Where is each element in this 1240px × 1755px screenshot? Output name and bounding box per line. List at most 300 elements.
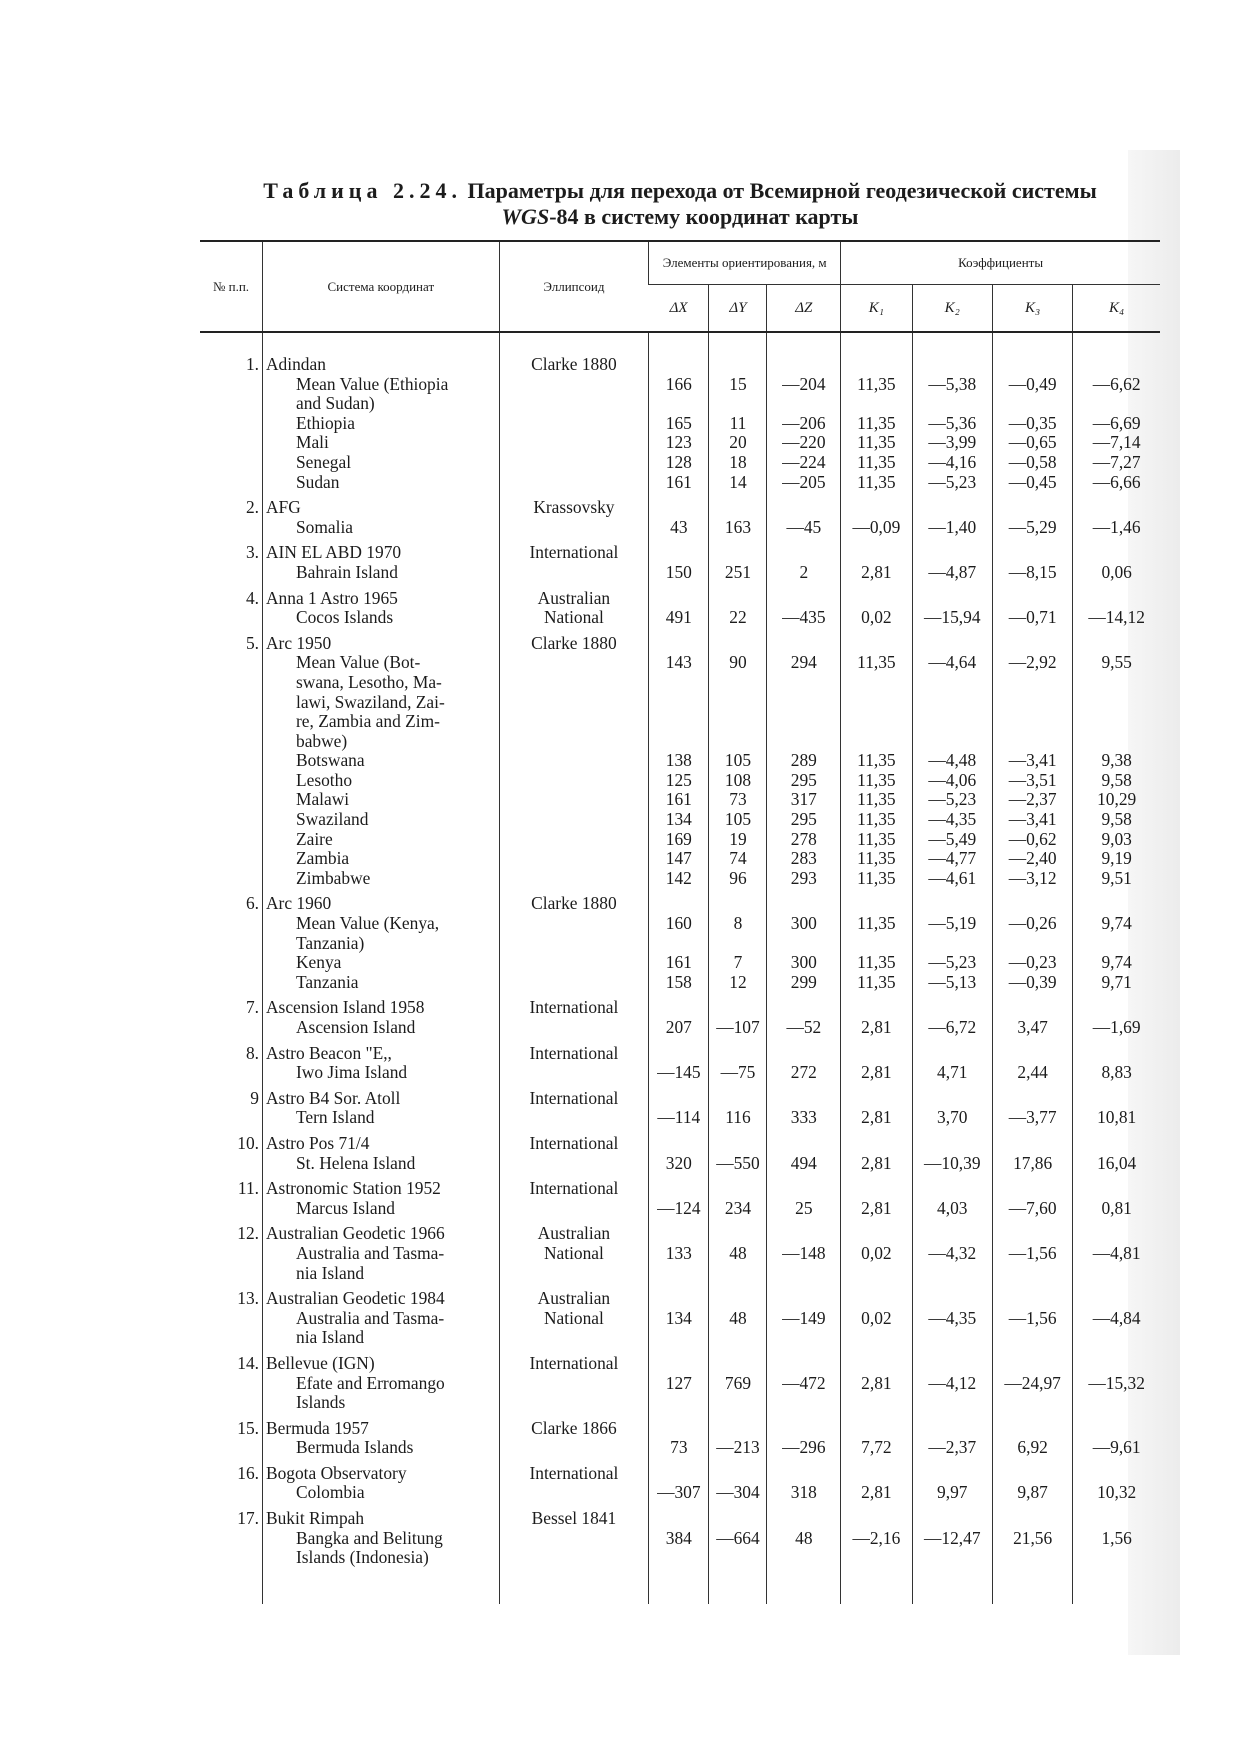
value-dy: 11 (729, 412, 747, 433)
value-k4: —7,27 (1092, 451, 1141, 472)
spacer (1076, 894, 1157, 914)
subregion-name: Swaziland (296, 809, 369, 830)
row-number: 6. (245, 893, 259, 914)
value-cell-k1 (841, 1179, 912, 1218)
spacer (712, 1354, 763, 1374)
value-dz: 300 (790, 913, 817, 934)
value-cell-k2 (912, 498, 992, 537)
spacer (916, 732, 989, 752)
table-row (200, 1089, 1160, 1128)
spacer (770, 589, 837, 609)
value-dz: —148 (782, 1242, 826, 1263)
value-k1: 0,02 (861, 607, 892, 628)
value-cell-k2 (912, 634, 992, 889)
spacer (916, 1089, 989, 1109)
ellipsoid-cell (499, 1224, 649, 1283)
ellipsoid-cell (499, 1419, 649, 1458)
value-k3: —8,15 (1008, 561, 1057, 582)
value-dx: 123 (665, 432, 692, 453)
spacer (652, 589, 705, 609)
value-cell-dy (709, 1509, 767, 1568)
spacer (652, 1328, 705, 1348)
spacer (770, 1354, 837, 1374)
spacer (770, 1044, 837, 1064)
system-name: Anna 1 Astro 1965 (266, 587, 398, 608)
value-cell-dz (767, 355, 841, 492)
row-number: 7. (245, 997, 259, 1018)
value-cell-k2 (912, 894, 992, 992)
table-row (200, 543, 1160, 582)
value-cell-dz (767, 1224, 841, 1283)
header-k1: K₁ (841, 285, 912, 333)
value-cell-dx (649, 589, 709, 628)
value-cell-k4 (1073, 1224, 1160, 1283)
spacer (770, 1289, 837, 1309)
value-cell-dy (709, 1289, 767, 1348)
spacer (652, 394, 705, 414)
value-cell-k1 (841, 543, 912, 582)
value-dy: 15 (729, 373, 747, 394)
value-cell-k4 (1073, 355, 1160, 492)
value-cell-k2 (912, 1224, 992, 1283)
spacer (770, 355, 837, 375)
tail-cell (767, 1574, 841, 1604)
value-dz: 293 (790, 867, 817, 888)
spacer (1076, 1264, 1157, 1284)
spacer (770, 1464, 837, 1484)
spacer (652, 1289, 705, 1309)
value-cell-k3 (992, 1179, 1072, 1218)
system-cell (263, 589, 500, 628)
system-cell (263, 1464, 500, 1503)
value-k3: 3,47 (1017, 1017, 1048, 1037)
value-cell-k2 (912, 998, 992, 1037)
system-name: Adindan (266, 354, 326, 374)
spacer (996, 589, 1069, 609)
spacer (996, 1044, 1069, 1064)
value-k4: 9,74 (1101, 913, 1132, 934)
spacer (916, 1548, 989, 1568)
value-dx: 134 (665, 809, 692, 830)
spacer (712, 498, 763, 518)
value-k1: 11,35 (857, 750, 896, 771)
subregion-name: Mean Value (Bot- swana, Lesotho, Ma- lawi, Swaziland, Zai- re, Zambia and Zim- babwe) (296, 652, 445, 751)
value-cell-k2 (912, 1354, 992, 1413)
spacer (652, 355, 705, 375)
value-cell-k3 (992, 355, 1072, 492)
table-row (200, 498, 1160, 537)
value-cell-k1 (841, 1509, 912, 1568)
value-dz: —149 (782, 1307, 826, 1328)
value-k4: —14,12 (1088, 607, 1145, 628)
value-dx: 161 (665, 471, 692, 492)
spacer (844, 712, 908, 732)
value-dy: —75 (720, 1062, 756, 1083)
ellipsoid-name: Clarke 1880 (531, 893, 617, 914)
spacer (652, 498, 705, 518)
system-cell (263, 1134, 500, 1173)
spacer (1076, 1224, 1157, 1244)
value-k4: 10,32 (1097, 1482, 1137, 1503)
value-k4: 9,74 (1101, 952, 1132, 973)
header-elements: Элементы ориентирования, м (649, 241, 841, 285)
value-cell-k1 (841, 1089, 912, 1128)
value-dx: 169 (665, 828, 692, 849)
value-cell-k3 (992, 894, 1072, 992)
value-dz: 48 (795, 1527, 813, 1548)
value-k4: 9,55 (1101, 652, 1132, 673)
spacer (1076, 1179, 1157, 1199)
ellipsoid-name: International (529, 1352, 619, 1373)
value-cell-k2 (912, 1289, 992, 1348)
value-cell-dx (649, 355, 709, 492)
value-cell-dx (649, 1354, 709, 1413)
value-dx: 147 (665, 848, 692, 869)
value-k2: —5,23 (928, 789, 977, 810)
spacer (712, 732, 763, 752)
value-cell-k4 (1073, 1419, 1160, 1458)
value-k3: —0,45 (1008, 471, 1057, 492)
value-dx: 127 (665, 1372, 692, 1393)
system-cell (263, 894, 500, 992)
spacer (652, 1089, 705, 1109)
system-name: Arc 1960 (266, 893, 332, 914)
value-k2: —4,35 (928, 1307, 977, 1328)
value-dy: —304 (716, 1482, 760, 1503)
spacer (1076, 1089, 1157, 1109)
system-name: Astro Beacon "E,, (266, 1042, 392, 1063)
value-k2: —4,06 (928, 769, 977, 790)
spacer (1076, 1328, 1157, 1348)
value-k3: —1,56 (1008, 1307, 1057, 1328)
value-cell-dx (649, 1044, 709, 1083)
value-dz: 2 (799, 561, 809, 582)
value-k4: 8,83 (1101, 1062, 1132, 1083)
value-k1: 7,72 (861, 1437, 892, 1458)
subregion-name: Mali (296, 432, 329, 453)
value-cell-dx (649, 543, 709, 582)
spacer (1076, 712, 1157, 732)
ellipsoid-cell (499, 634, 649, 889)
value-dz: —296 (782, 1437, 826, 1458)
value-cell-dy (709, 1224, 767, 1283)
value-dx: 161 (665, 789, 692, 810)
value-cell-k1 (841, 355, 912, 492)
spacer (1076, 934, 1157, 954)
ellipsoid-name: International (529, 1462, 619, 1483)
value-cell-k3 (992, 1224, 1072, 1283)
row-number: 3. (245, 542, 259, 563)
spacer (844, 998, 908, 1018)
row-number: 9 (250, 1087, 259, 1108)
value-dy: 19 (729, 828, 747, 849)
value-cell-k3 (992, 589, 1072, 628)
subregion-name: Lesotho (296, 769, 353, 790)
spacer (844, 394, 908, 414)
value-k1: —2,16 (852, 1527, 901, 1548)
value-dx: 207 (665, 1017, 692, 1037)
spacer (770, 693, 837, 713)
value-dy: 105 (724, 809, 752, 830)
caption-label: Таблица 2.24. (263, 178, 462, 203)
value-dx: —145 (657, 1062, 701, 1083)
spacer (770, 894, 837, 914)
system-cell (263, 1289, 500, 1348)
value-cell-k3 (992, 1464, 1072, 1503)
spacer (916, 498, 989, 518)
value-dx: —124 (657, 1197, 701, 1218)
spacer (916, 589, 989, 609)
system-name: Bellevue (IGN) (266, 1352, 375, 1373)
spacer (770, 934, 837, 954)
spacer (996, 1464, 1069, 1484)
value-dy: 96 (729, 867, 747, 888)
value-k2: —4,87 (928, 561, 977, 582)
system-cell (263, 1354, 500, 1413)
value-k1: 11,35 (857, 913, 896, 934)
row-number: 10. (237, 1132, 259, 1153)
spacer (916, 1328, 989, 1348)
spacer (652, 1393, 705, 1413)
value-cell-k3 (992, 543, 1072, 582)
spacer (844, 1354, 908, 1374)
spacer (1076, 355, 1157, 375)
tail-cell (499, 1574, 649, 1604)
value-cell-dy (709, 634, 767, 889)
spacer (1076, 693, 1157, 713)
ellipsoid-cell (499, 589, 649, 628)
value-cell-dz (767, 1354, 841, 1413)
value-k2: —4,48 (928, 750, 977, 771)
spacer (844, 543, 908, 563)
value-k1: 11,35 (857, 809, 896, 830)
spacer (1076, 1464, 1157, 1484)
spacer (770, 732, 837, 752)
value-cell-dx (649, 1089, 709, 1128)
subregion-name: Iwo Jima Island (296, 1062, 408, 1083)
row-number: 13. (237, 1288, 259, 1309)
caption-wgs: WGS (501, 204, 550, 229)
value-k1: 11,35 (857, 789, 896, 810)
spacer (712, 1464, 763, 1484)
value-k1: 11,35 (857, 432, 896, 453)
value-dx: 143 (665, 652, 692, 673)
value-k1: 2,81 (861, 1017, 892, 1037)
spacer (652, 1179, 705, 1199)
spacer (916, 394, 989, 414)
value-k2: —4,77 (928, 848, 977, 869)
value-dz: 317 (790, 789, 817, 810)
value-k1: 2,81 (861, 561, 892, 582)
system-cell (263, 634, 500, 889)
value-cell-dy (709, 1464, 767, 1503)
spacer (770, 1509, 837, 1529)
value-dz: —204 (782, 373, 826, 394)
value-dz: 318 (790, 1482, 817, 1503)
value-k2: —12,47 (924, 1527, 981, 1548)
value-k2: —4,61 (928, 867, 977, 888)
value-cell-dx (649, 1134, 709, 1173)
subregion-name: Zimbabwe (296, 867, 371, 888)
value-k3: 21,56 (1013, 1527, 1053, 1548)
subregion-name: Somalia (296, 516, 353, 537)
spacer (1076, 589, 1157, 609)
spacer (1076, 1419, 1157, 1439)
system-name: Australian Geodetic 1966 (266, 1223, 445, 1244)
spacer (712, 634, 763, 654)
subregion-name: Cocos Islands (296, 607, 394, 628)
value-k2: —4,32 (928, 1242, 977, 1263)
value-cell-k3 (992, 1089, 1072, 1128)
value-k4: —6,69 (1092, 412, 1141, 433)
spacer (770, 1419, 837, 1439)
ellipsoid-cell (499, 543, 649, 582)
value-k4: 9,71 (1101, 971, 1132, 992)
spacer (996, 1354, 1069, 1374)
value-cell-dy (709, 1179, 767, 1218)
spacer (770, 673, 837, 693)
value-cell-k1 (841, 1134, 912, 1173)
value-k2: 4,03 (937, 1197, 968, 1218)
value-cell-k4 (1073, 1509, 1160, 1568)
ellipsoid-name: International (529, 1132, 619, 1153)
row-number: 17. (237, 1508, 259, 1529)
header-num: № п.п. (212, 278, 250, 294)
value-cell-k1 (841, 634, 912, 889)
system-cell (263, 1089, 500, 1128)
spacer (712, 934, 763, 954)
spacer (712, 1419, 763, 1439)
value-dy: 251 (724, 561, 752, 582)
value-dx: 491 (665, 607, 692, 628)
spacer (652, 1134, 705, 1154)
value-cell-dx (649, 894, 709, 992)
tail-cell (1073, 1574, 1160, 1604)
value-dy: 105 (724, 750, 752, 771)
spacer (996, 732, 1069, 752)
spacer (844, 1089, 908, 1109)
spacer (916, 1179, 989, 1199)
subregion-name: Mean Value (Kenya, Tanzania) (296, 913, 440, 953)
value-k4: 16,04 (1097, 1152, 1137, 1173)
spacer (916, 894, 989, 914)
value-k4: 9,58 (1101, 809, 1132, 830)
row-number: 15. (237, 1417, 259, 1438)
tail-cell (992, 1574, 1072, 1604)
value-dz: 333 (790, 1107, 817, 1128)
spacer (996, 712, 1069, 732)
value-dy: 18 (729, 451, 747, 472)
value-k1: —0,09 (852, 516, 901, 537)
table-row (200, 998, 1160, 1037)
value-k2: —10,39 (924, 1152, 981, 1173)
value-dz: —206 (782, 412, 826, 433)
value-dy: 22 (729, 607, 747, 628)
spacer (1076, 634, 1157, 654)
spacer (770, 634, 837, 654)
row-number: 11. (237, 1178, 259, 1199)
spacer (844, 355, 908, 375)
value-k3: —1,56 (1008, 1242, 1057, 1263)
value-k2: —5,19 (928, 913, 977, 934)
ellipsoid-name: Clarke 1866 (531, 1417, 617, 1438)
subregion-name: Colombia (296, 1482, 365, 1503)
spacer (712, 1289, 763, 1309)
value-dx: 160 (665, 913, 692, 934)
value-cell-k3 (992, 1354, 1072, 1413)
value-k4: —1,69 (1092, 1017, 1141, 1037)
spacer (844, 589, 908, 609)
spacer (916, 1354, 989, 1374)
value-cell-k2 (912, 1134, 992, 1173)
row-number: 4. (245, 587, 259, 608)
value-cell-k3 (992, 1044, 1072, 1083)
value-dz: 283 (790, 848, 817, 869)
caption-text: Параметры для перехода от Всемирной геодезической системы (467, 178, 1097, 203)
value-cell-k1 (841, 998, 912, 1037)
header-dx: ΔX (669, 300, 688, 316)
value-k2: 4,71 (937, 1062, 968, 1083)
table-row (200, 1354, 1160, 1413)
subregion-name: Efate and Erromango Islands (296, 1372, 445, 1413)
value-k4: —15,32 (1088, 1372, 1145, 1393)
value-cell-dz (767, 498, 841, 537)
spacer (996, 1419, 1069, 1439)
value-k1: 11,35 (857, 471, 896, 492)
spacer (712, 1328, 763, 1348)
value-cell-dx (649, 1419, 709, 1458)
value-cell-k1 (841, 1354, 912, 1413)
value-cell-k4 (1073, 998, 1160, 1037)
system-name: Bogota Observatory (266, 1462, 407, 1483)
value-k1: 11,35 (857, 952, 896, 973)
spacer (652, 1548, 705, 1568)
value-k1: 11,35 (857, 971, 896, 992)
value-k4: —7,14 (1092, 432, 1141, 453)
header-system: Система координат (263, 241, 500, 332)
value-dy: —664 (716, 1527, 760, 1548)
header-dz: ΔZ (767, 285, 841, 333)
spacer (996, 1179, 1069, 1199)
spacer (996, 1224, 1069, 1244)
value-k2: —4,35 (928, 809, 977, 830)
value-cell-k1 (841, 1044, 912, 1083)
value-k1: 11,35 (857, 412, 896, 433)
subregion-name: Australia and Tasma- nia Island (296, 1307, 445, 1348)
value-dx: 150 (665, 561, 692, 582)
spacer (652, 1264, 705, 1284)
subregion-name: Australia and Tasma- nia Island (296, 1242, 445, 1283)
value-cell-dx (649, 634, 709, 889)
value-dx: 73 (670, 1437, 688, 1458)
ellipsoid-name: International (529, 1178, 619, 1199)
table-row (200, 355, 1160, 492)
value-k3: —0,39 (1008, 971, 1057, 992)
value-k2: —5,36 (928, 412, 977, 433)
spacer (1076, 498, 1157, 518)
value-cell-dz (767, 1464, 841, 1503)
value-cell-dz (767, 1419, 841, 1458)
subregion-name: Tern Island (296, 1107, 375, 1128)
ellipsoid-cell (499, 1179, 649, 1218)
value-cell-dx (649, 998, 709, 1037)
value-k3: —0,71 (1008, 607, 1057, 628)
value-k3: —0,26 (1008, 913, 1057, 934)
spacer (844, 1419, 908, 1439)
value-cell-dz (767, 634, 841, 889)
spacer (916, 712, 989, 732)
spacer (652, 1464, 705, 1484)
